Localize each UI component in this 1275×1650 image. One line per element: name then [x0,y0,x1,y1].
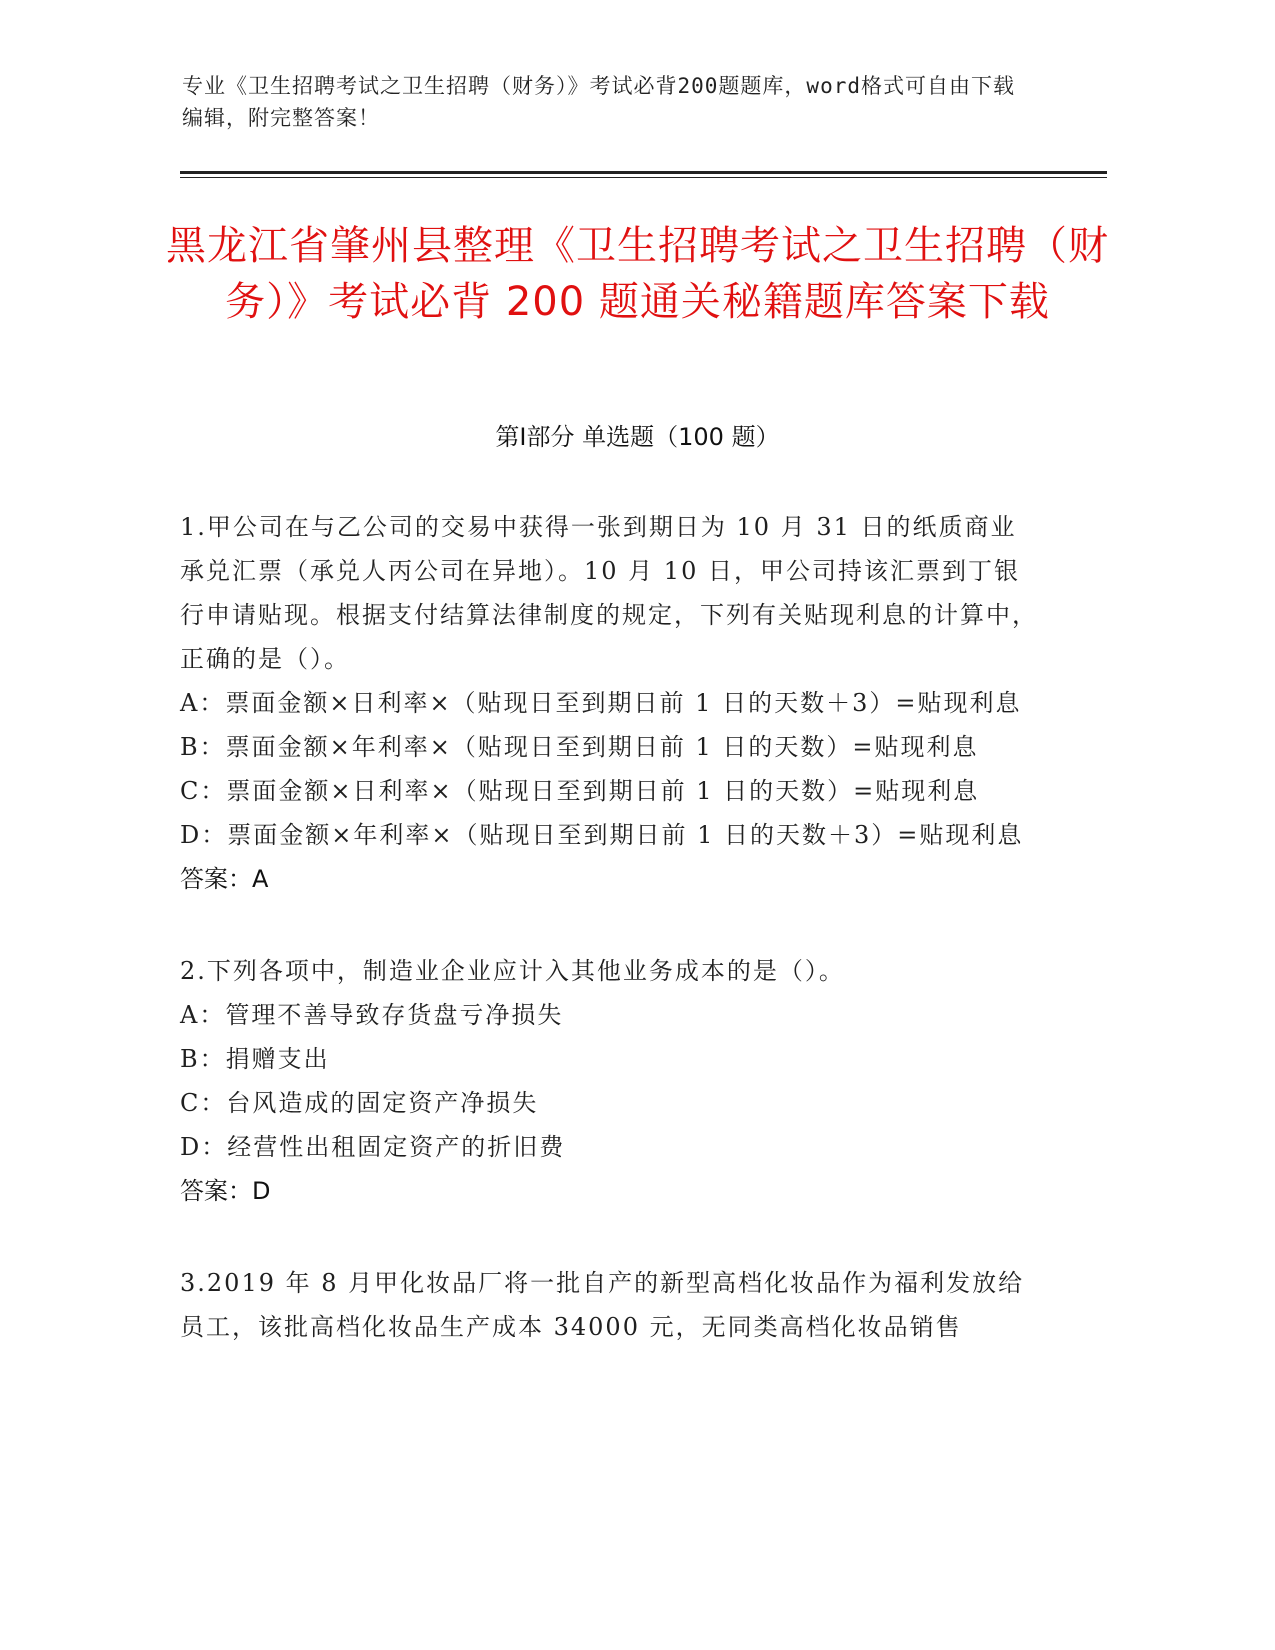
option-c: C：票面金额×日利率×（贴现日至到期日前 1 日的天数）=贴现利息 [180,777,980,805]
header-note: 专业《卫生招聘考试之卫生招聘（财务）》考试必背200题题库，word格式可自由下载编辑，附完整答案！ [182,74,1015,130]
header-rule-thin [180,177,1107,178]
option-b: B：票面金额×年利率×（贴现日至到期日前 1 日的天数）=贴现利息 [180,733,979,761]
section-heading: 第Ⅰ部分 单选题（100 题） [495,423,780,451]
question-stem: 1.甲公司在与乙公司的交易中获得一张到期日为 10 月 31 日的纸质商业承兑汇票（承兑人丙公司在异地）。10 月 10 日，甲公司持该汇票到丁银行申请贴现。根据支付结算法律制度的规定，下列有关贴现利息的计算中，正确的是（）。 [180,513,1038,673]
option-a: A：管理不善导致存货盘亏净损失 [180,1001,564,1029]
answer: 答案：D [180,1177,271,1205]
option-d: D：经营性出租固定资产的折旧费 [180,1133,566,1161]
option-d: D：票面金额×年利率×（贴现日至到期日前 1 日的天数＋3）=贴现利息 [180,821,1024,849]
question-list [180,505,1040,1397]
question-2 [180,949,1040,1213]
document-title: 黑龙江省肇州县整理《卫生招聘考试之卫生招聘（财务）》考试必背 200 题通关秘籍题库答案下载 [166,223,1109,325]
option-c: C：台风造成的固定资产净损失 [180,1089,539,1117]
option-a: A：票面金额×日利率×（贴现日至到期日前 1 日的天数＋3）=贴现利息 [180,689,1022,717]
question-3 [180,1261,1040,1349]
question-1 [180,505,1040,901]
question-stem: 2.下列各项中，制造业企业应计入其他业务成本的是（）。 [180,957,845,985]
question-stem: 3.2019 年 8 月甲化妆品厂将一批自产的新型高档化妆品作为福利发放给员工，该批高档化妆品生产成本 34000 元，无同类高档化妆品销售 [180,1269,1025,1341]
answer: 答案：A [180,865,269,893]
option-b: B：捐赠支出 [180,1045,330,1073]
header-rule-thick [180,171,1107,174]
